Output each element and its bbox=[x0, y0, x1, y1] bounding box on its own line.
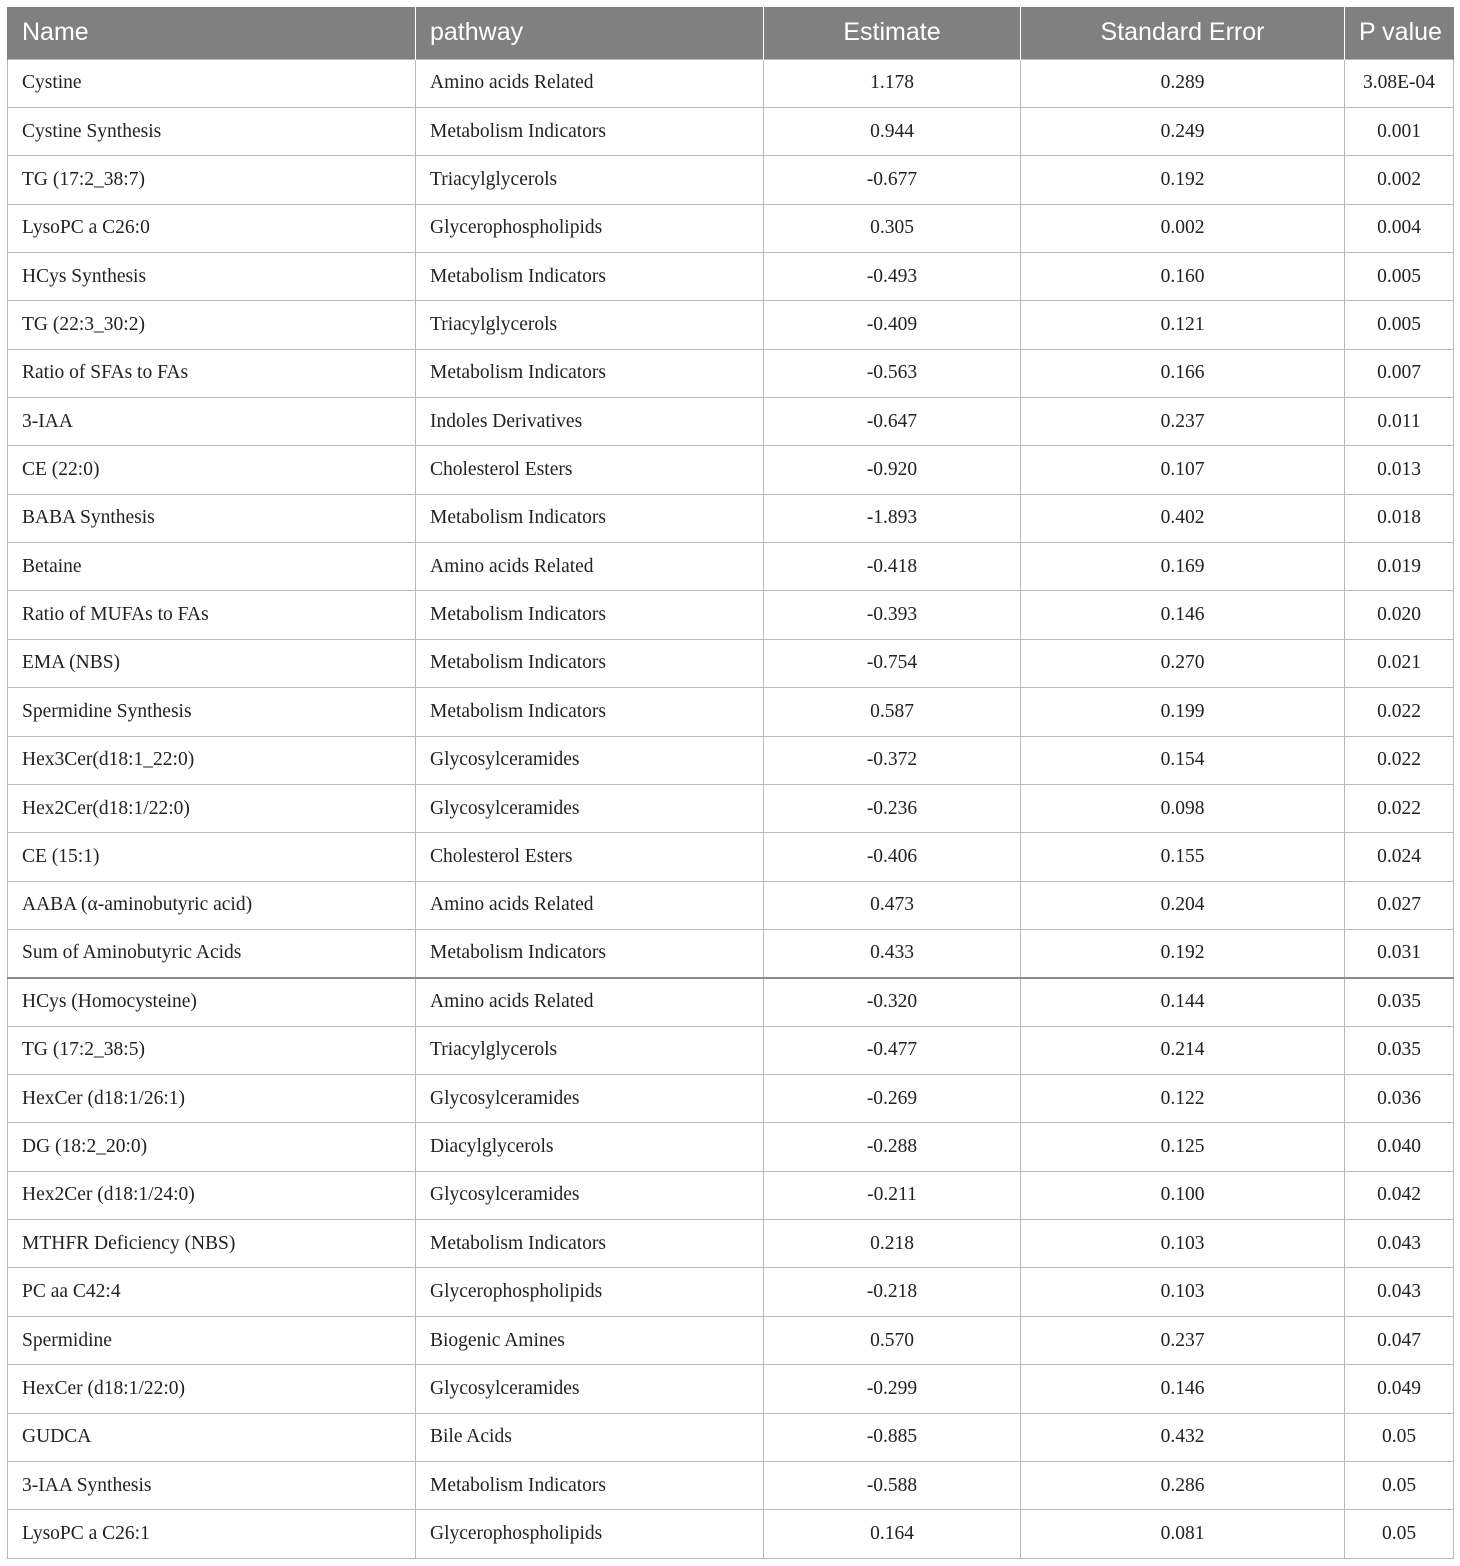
cell-pathway: Cholesterol Esters bbox=[416, 446, 764, 494]
table-row bbox=[8, 1075, 1454, 1123]
cell-pathway: Metabolism Indicators bbox=[416, 639, 764, 687]
cell-name: HCys Synthesis bbox=[8, 252, 416, 300]
cell-p-value: 0.020 bbox=[1345, 591, 1454, 639]
cell-name: 3-IAA bbox=[8, 398, 416, 446]
table-row bbox=[8, 59, 1454, 107]
cell-pathway: Bile Acids bbox=[416, 1413, 764, 1461]
cell-estimate: -0.885 bbox=[764, 1413, 1021, 1461]
table-row bbox=[8, 1123, 1454, 1171]
cell-estimate: -0.288 bbox=[764, 1123, 1021, 1171]
cell-standard-error: 0.100 bbox=[1021, 1171, 1345, 1219]
cell-p-value: 0.007 bbox=[1345, 349, 1454, 397]
table-body bbox=[8, 59, 1454, 1558]
cell-estimate: 0.587 bbox=[764, 688, 1021, 736]
cell-pathway: Diacylglycerols bbox=[416, 1123, 764, 1171]
cell-pathway: Metabolism Indicators bbox=[416, 688, 764, 736]
cell-name: TG (22:3_30:2) bbox=[8, 301, 416, 349]
cell-standard-error: 0.146 bbox=[1021, 1365, 1345, 1413]
cell-p-value: 0.022 bbox=[1345, 784, 1454, 832]
cell-pathway: Glycosylceramides bbox=[416, 784, 764, 832]
cell-name: TG (17:2_38:7) bbox=[8, 156, 416, 204]
table-row bbox=[8, 107, 1454, 155]
table-row bbox=[8, 1171, 1454, 1219]
cell-name: GUDCA bbox=[8, 1413, 416, 1461]
cell-estimate: 0.944 bbox=[764, 107, 1021, 155]
cell-estimate: -0.418 bbox=[764, 543, 1021, 591]
cell-pathway: Glycosylceramides bbox=[416, 736, 764, 784]
cell-pathway: Amino acids Related bbox=[416, 543, 764, 591]
cell-estimate: 0.433 bbox=[764, 929, 1021, 977]
cell-standard-error: 0.160 bbox=[1021, 252, 1345, 300]
cell-p-value: 0.035 bbox=[1345, 978, 1454, 1026]
cell-pathway: Metabolism Indicators bbox=[416, 494, 764, 542]
cell-estimate: -0.269 bbox=[764, 1075, 1021, 1123]
cell-standard-error: 0.103 bbox=[1021, 1220, 1345, 1268]
cell-name: Sum of Aminobutyric Acids bbox=[8, 929, 416, 977]
cell-standard-error: 0.249 bbox=[1021, 107, 1345, 155]
table-row bbox=[8, 252, 1454, 300]
cell-p-value: 0.049 bbox=[1345, 1365, 1454, 1413]
table-row bbox=[8, 833, 1454, 881]
cell-pathway: Glycosylceramides bbox=[416, 1365, 764, 1413]
header-row bbox=[8, 7, 1454, 59]
cell-pathway: Triacylglycerols bbox=[416, 301, 764, 349]
cell-standard-error: 0.270 bbox=[1021, 639, 1345, 687]
table-row bbox=[8, 349, 1454, 397]
cell-standard-error: 0.169 bbox=[1021, 543, 1345, 591]
cell-estimate: -0.218 bbox=[764, 1268, 1021, 1316]
table-row bbox=[8, 1316, 1454, 1364]
cell-p-value: 0.011 bbox=[1345, 398, 1454, 446]
cell-pathway: Amino acids Related bbox=[416, 59, 764, 107]
table-header bbox=[8, 7, 1454, 59]
cell-name: TG (17:2_38:5) bbox=[8, 1026, 416, 1074]
cell-p-value: 0.047 bbox=[1345, 1316, 1454, 1364]
cell-p-value: 0.05 bbox=[1345, 1413, 1454, 1461]
cell-p-value: 0.005 bbox=[1345, 301, 1454, 349]
cell-standard-error: 0.204 bbox=[1021, 881, 1345, 929]
cell-estimate: 0.218 bbox=[764, 1220, 1021, 1268]
cell-estimate: -0.477 bbox=[764, 1026, 1021, 1074]
cell-pathway: Metabolism Indicators bbox=[416, 929, 764, 977]
cell-standard-error: 0.286 bbox=[1021, 1461, 1345, 1509]
cell-pathway: Indoles Derivatives bbox=[416, 398, 764, 446]
cell-standard-error: 0.144 bbox=[1021, 978, 1345, 1026]
cell-pathway: Glycerophospholipids bbox=[416, 204, 764, 252]
table-row bbox=[8, 1365, 1454, 1413]
cell-estimate: -0.563 bbox=[764, 349, 1021, 397]
table-row bbox=[8, 688, 1454, 736]
results-table bbox=[7, 7, 1454, 1559]
cell-p-value: 0.042 bbox=[1345, 1171, 1454, 1219]
cell-name: Cystine Synthesis bbox=[8, 107, 416, 155]
cell-name: HCys (Homocysteine) bbox=[8, 978, 416, 1026]
table-row bbox=[8, 929, 1454, 977]
cell-standard-error: 0.125 bbox=[1021, 1123, 1345, 1171]
cell-pathway: Cholesterol Esters bbox=[416, 833, 764, 881]
cell-pathway: Glycosylceramides bbox=[416, 1075, 764, 1123]
cell-standard-error: 0.154 bbox=[1021, 736, 1345, 784]
cell-estimate: -0.320 bbox=[764, 978, 1021, 1026]
table-row bbox=[8, 784, 1454, 832]
cell-estimate: -0.754 bbox=[764, 639, 1021, 687]
cell-p-value: 0.022 bbox=[1345, 688, 1454, 736]
cell-name: HexCer (d18:1/26:1) bbox=[8, 1075, 416, 1123]
cell-name: Spermidine bbox=[8, 1316, 416, 1364]
cell-p-value: 0.043 bbox=[1345, 1220, 1454, 1268]
cell-name: MTHFR Deficiency (NBS) bbox=[8, 1220, 416, 1268]
cell-standard-error: 0.122 bbox=[1021, 1075, 1345, 1123]
cell-standard-error: 0.166 bbox=[1021, 349, 1345, 397]
cell-estimate: -0.588 bbox=[764, 1461, 1021, 1509]
cell-name: CE (15:1) bbox=[8, 833, 416, 881]
cell-name: Hex2Cer (d18:1/24:0) bbox=[8, 1171, 416, 1219]
cell-standard-error: 0.121 bbox=[1021, 301, 1345, 349]
cell-p-value: 0.040 bbox=[1345, 1123, 1454, 1171]
cell-name: PC aa C42:4 bbox=[8, 1268, 416, 1316]
cell-pathway: Triacylglycerols bbox=[416, 1026, 764, 1074]
cell-p-value: 0.002 bbox=[1345, 156, 1454, 204]
cell-p-value: 0.036 bbox=[1345, 1075, 1454, 1123]
cell-estimate: 0.305 bbox=[764, 204, 1021, 252]
cell-standard-error: 0.155 bbox=[1021, 833, 1345, 881]
cell-name: 3-IAA Synthesis bbox=[8, 1461, 416, 1509]
cell-p-value: 0.05 bbox=[1345, 1510, 1454, 1558]
cell-p-value: 0.019 bbox=[1345, 543, 1454, 591]
column-header-estimate: Estimate bbox=[764, 7, 1021, 59]
cell-estimate: 0.473 bbox=[764, 881, 1021, 929]
cell-pathway: Metabolism Indicators bbox=[416, 1220, 764, 1268]
cell-name: AABA (α-aminobutyric acid) bbox=[8, 881, 416, 929]
cell-p-value: 3.08E-04 bbox=[1345, 59, 1454, 107]
cell-standard-error: 0.192 bbox=[1021, 929, 1345, 977]
cell-standard-error: 0.199 bbox=[1021, 688, 1345, 736]
cell-name: LysoPC a C26:1 bbox=[8, 1510, 416, 1558]
cell-standard-error: 0.081 bbox=[1021, 1510, 1345, 1558]
cell-estimate: -0.393 bbox=[764, 591, 1021, 639]
table-row bbox=[8, 978, 1454, 1026]
table-row bbox=[8, 1413, 1454, 1461]
cell-pathway: Glycerophospholipids bbox=[416, 1510, 764, 1558]
cell-p-value: 0.035 bbox=[1345, 1026, 1454, 1074]
cell-estimate: 0.164 bbox=[764, 1510, 1021, 1558]
table-row bbox=[8, 446, 1454, 494]
cell-name: EMA (NBS) bbox=[8, 639, 416, 687]
cell-standard-error: 0.402 bbox=[1021, 494, 1345, 542]
cell-p-value: 0.001 bbox=[1345, 107, 1454, 155]
cell-name: CE (22:0) bbox=[8, 446, 416, 494]
cell-p-value: 0.043 bbox=[1345, 1268, 1454, 1316]
cell-name: Ratio of MUFAs to FAs bbox=[8, 591, 416, 639]
table-row bbox=[8, 1461, 1454, 1509]
cell-name: Betaine bbox=[8, 543, 416, 591]
cell-standard-error: 0.098 bbox=[1021, 784, 1345, 832]
cell-standard-error: 0.107 bbox=[1021, 446, 1345, 494]
cell-pathway: Glycosylceramides bbox=[416, 1171, 764, 1219]
cell-estimate: -0.299 bbox=[764, 1365, 1021, 1413]
cell-estimate: -1.893 bbox=[764, 494, 1021, 542]
cell-standard-error: 0.289 bbox=[1021, 59, 1345, 107]
cell-pathway: Metabolism Indicators bbox=[416, 591, 764, 639]
cell-estimate: -0.677 bbox=[764, 156, 1021, 204]
cell-p-value: 0.005 bbox=[1345, 252, 1454, 300]
cell-name: BABA Synthesis bbox=[8, 494, 416, 542]
table-row bbox=[8, 301, 1454, 349]
table-row bbox=[8, 543, 1454, 591]
cell-p-value: 0.004 bbox=[1345, 204, 1454, 252]
cell-estimate: -0.647 bbox=[764, 398, 1021, 446]
cell-standard-error: 0.237 bbox=[1021, 398, 1345, 446]
cell-p-value: 0.013 bbox=[1345, 446, 1454, 494]
table-row bbox=[8, 639, 1454, 687]
cell-name: HexCer (d18:1/22:0) bbox=[8, 1365, 416, 1413]
cell-p-value: 0.027 bbox=[1345, 881, 1454, 929]
cell-pathway: Metabolism Indicators bbox=[416, 107, 764, 155]
cell-estimate: 0.570 bbox=[764, 1316, 1021, 1364]
cell-estimate: -0.211 bbox=[764, 1171, 1021, 1219]
cell-p-value: 0.05 bbox=[1345, 1461, 1454, 1509]
table-row bbox=[8, 156, 1454, 204]
cell-p-value: 0.021 bbox=[1345, 639, 1454, 687]
cell-standard-error: 0.214 bbox=[1021, 1026, 1345, 1074]
table-row bbox=[8, 494, 1454, 542]
cell-name: Cystine bbox=[8, 59, 416, 107]
cell-standard-error: 0.192 bbox=[1021, 156, 1345, 204]
cell-estimate: -0.372 bbox=[764, 736, 1021, 784]
cell-pathway: Metabolism Indicators bbox=[416, 1461, 764, 1509]
cell-estimate: -0.409 bbox=[764, 301, 1021, 349]
cell-estimate: 1.178 bbox=[764, 59, 1021, 107]
cell-pathway: Biogenic Amines bbox=[416, 1316, 764, 1364]
cell-standard-error: 0.237 bbox=[1021, 1316, 1345, 1364]
column-header-p-value: P value bbox=[1345, 7, 1454, 59]
table-row bbox=[8, 1510, 1454, 1558]
cell-pathway: Triacylglycerols bbox=[416, 156, 764, 204]
table-row bbox=[8, 736, 1454, 784]
column-header-standard-error: Standard Error bbox=[1021, 7, 1345, 59]
cell-standard-error: 0.103 bbox=[1021, 1268, 1345, 1316]
table-row bbox=[8, 881, 1454, 929]
cell-standard-error: 0.146 bbox=[1021, 591, 1345, 639]
cell-pathway: Glycerophospholipids bbox=[416, 1268, 764, 1316]
cell-pathway: Metabolism Indicators bbox=[416, 252, 764, 300]
cell-pathway: Metabolism Indicators bbox=[416, 349, 764, 397]
table-row bbox=[8, 1220, 1454, 1268]
cell-standard-error: 0.002 bbox=[1021, 204, 1345, 252]
cell-p-value: 0.018 bbox=[1345, 494, 1454, 542]
table-row bbox=[8, 204, 1454, 252]
table-row bbox=[8, 591, 1454, 639]
cell-name: Spermidine Synthesis bbox=[8, 688, 416, 736]
cell-p-value: 0.022 bbox=[1345, 736, 1454, 784]
cell-estimate: -0.920 bbox=[764, 446, 1021, 494]
cell-name: Ratio of SFAs to FAs bbox=[8, 349, 416, 397]
cell-pathway: Amino acids Related bbox=[416, 978, 764, 1026]
cell-name: Hex3Cer(d18:1_22:0) bbox=[8, 736, 416, 784]
cell-estimate: -0.406 bbox=[764, 833, 1021, 881]
table-row bbox=[8, 398, 1454, 446]
cell-name: Hex2Cer(d18:1/22:0) bbox=[8, 784, 416, 832]
cell-name: LysoPC a C26:0 bbox=[8, 204, 416, 252]
cell-standard-error: 0.432 bbox=[1021, 1413, 1345, 1461]
cell-estimate: -0.493 bbox=[764, 252, 1021, 300]
column-header-pathway: pathway bbox=[416, 7, 764, 59]
cell-name: DG (18:2_20:0) bbox=[8, 1123, 416, 1171]
cell-p-value: 0.031 bbox=[1345, 929, 1454, 977]
cell-estimate: -0.236 bbox=[764, 784, 1021, 832]
cell-pathway: Amino acids Related bbox=[416, 881, 764, 929]
table-row bbox=[8, 1268, 1454, 1316]
table-row bbox=[8, 1026, 1454, 1074]
column-header-name: Name bbox=[8, 7, 416, 59]
cell-p-value: 0.024 bbox=[1345, 833, 1454, 881]
